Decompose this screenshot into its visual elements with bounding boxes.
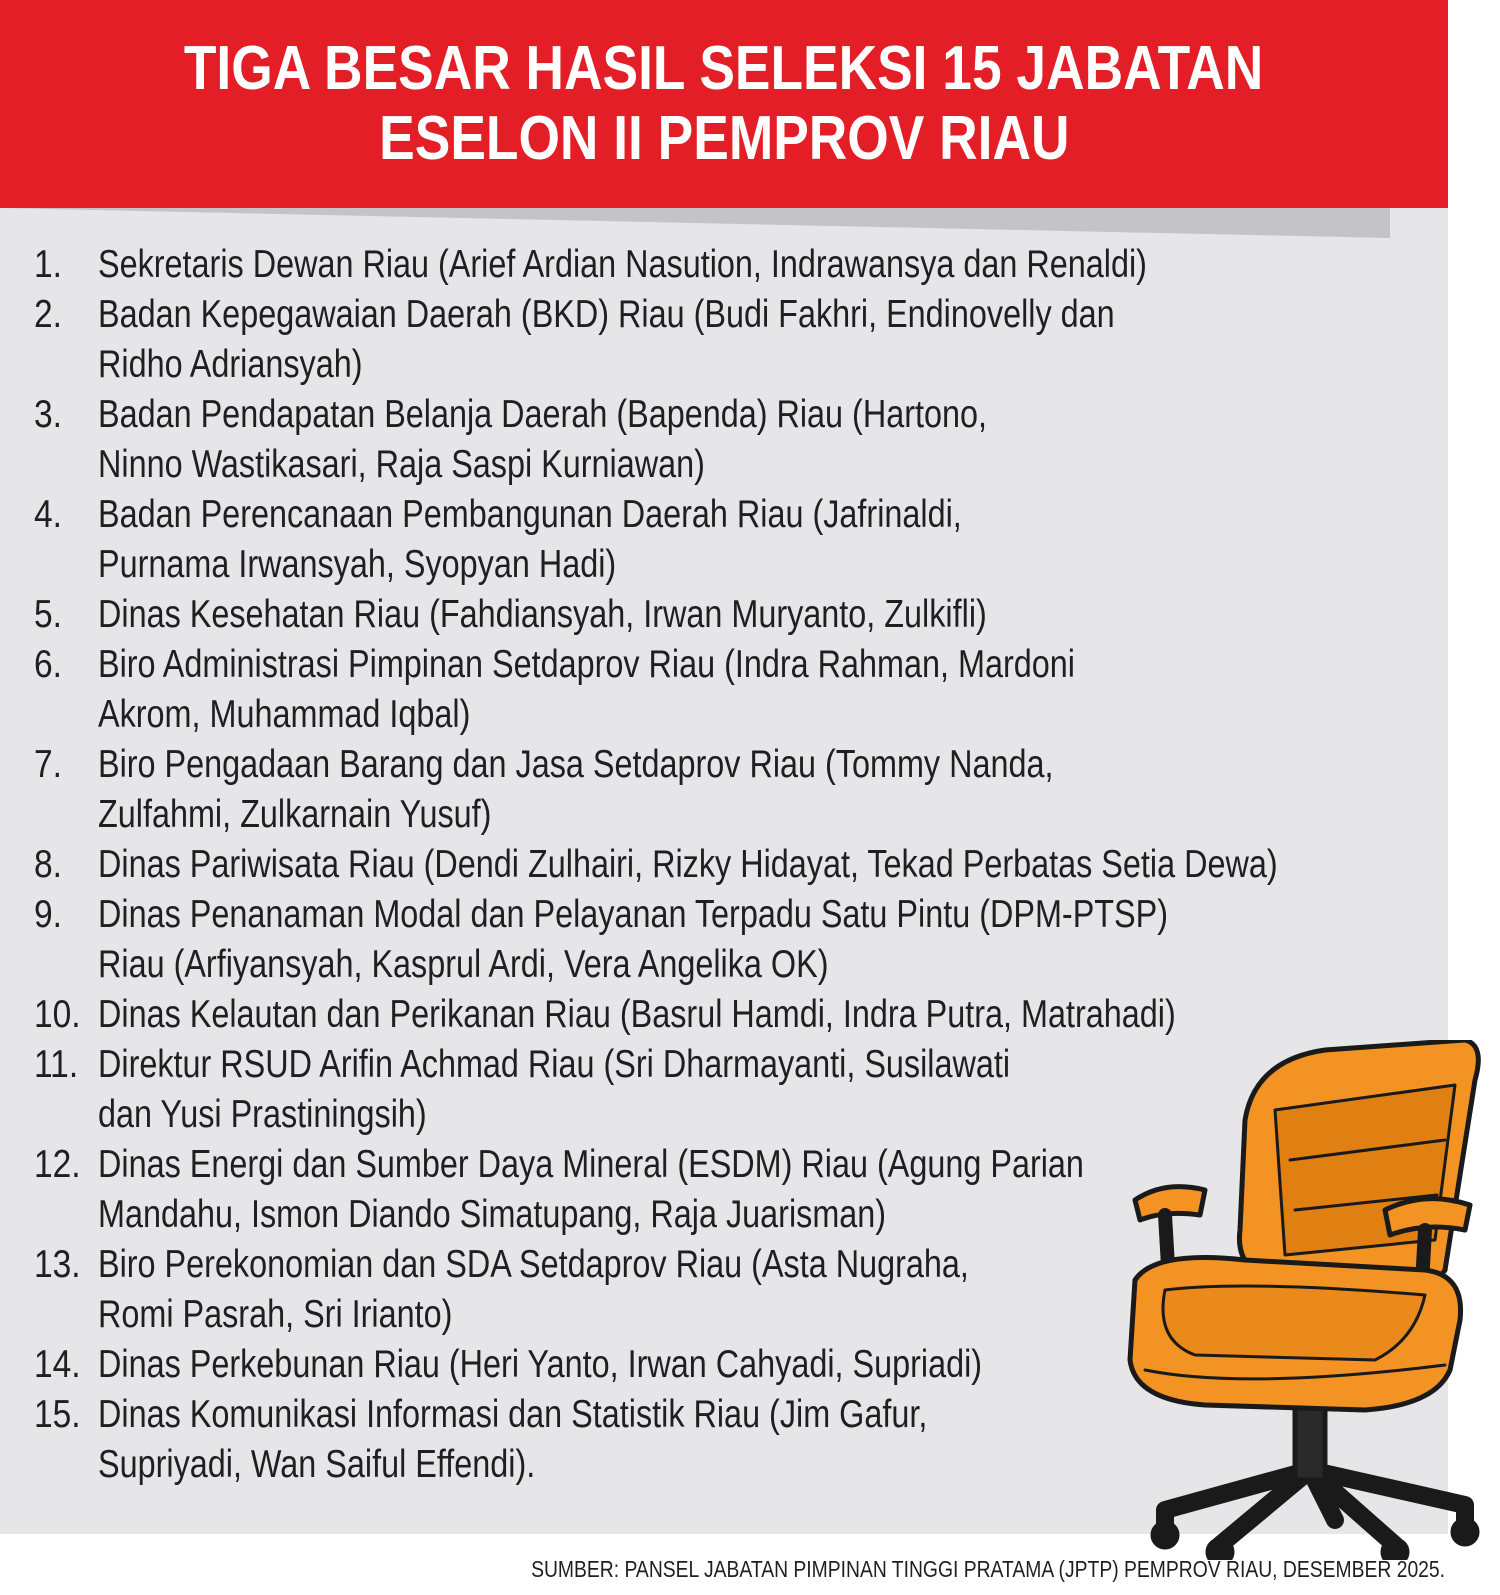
list-item-number: 9. bbox=[34, 893, 62, 936]
list-item-line: Dinas Kesehatan Riau (Fahdiansyah, Irwan Muryanto, Zulkifli) bbox=[98, 593, 987, 636]
list-item-line: Zulfahmi, Zulkarnain Yusuf) bbox=[98, 793, 492, 836]
list-item-line: Purnama Irwansyah, Syopyan Hadi) bbox=[98, 543, 617, 586]
list-item-line: Badan Pendapatan Belanja Daerah (Bapenda) Riau (Hartono, bbox=[98, 393, 987, 436]
title-banner bbox=[0, 0, 1448, 208]
list-item-number: 6. bbox=[34, 643, 62, 686]
list-item-number: 12. bbox=[34, 1143, 81, 1186]
title-line-1: TIGA BESAR HASIL SELEKSI 15 JABATAN bbox=[184, 34, 1264, 103]
source-credit: SUMBER: PANSEL JABATAN PIMPINAN TINGGI PRATAMA (JPTP) PEMPROV RIAU, DESEMBER 2025. bbox=[531, 1556, 1445, 1582]
list-item-line: Direktur RSUD Arifin Achmad Riau (Sri Dharmayanti, Susilawati bbox=[98, 1043, 1011, 1086]
office-chair-icon bbox=[1125, 1040, 1500, 1560]
list-item-number: 4. bbox=[34, 493, 62, 536]
list-item-number: 2. bbox=[34, 293, 62, 336]
list-item-line: Dinas Kelautan dan Perikanan Riau (Basrul Hamdi, Indra Putra, Matrahadi) bbox=[98, 993, 1176, 1036]
list-item-text bbox=[98, 590, 1401, 640]
list-item-text bbox=[98, 640, 1401, 740]
list-item-line: Sekretaris Dewan Riau (Arief Ardian Nasution, Indrawansya dan Renaldi) bbox=[98, 243, 1147, 286]
list-item-number: 11. bbox=[34, 1043, 79, 1086]
list-item-line: Ninno Wastikasari, Raja Saspi Kurniawan) bbox=[98, 443, 705, 486]
list-item bbox=[0, 290, 1430, 390]
list-item bbox=[0, 240, 1430, 290]
list-item-text bbox=[98, 290, 1401, 390]
list-item-number: 5. bbox=[34, 593, 62, 636]
banner-fold-shadow bbox=[0, 208, 1390, 238]
list-item-text bbox=[98, 840, 1401, 890]
list-item-text bbox=[98, 890, 1401, 990]
title-line-2: ESELON II PEMPROV RIAU bbox=[378, 104, 1070, 173]
list-item-line: Dinas Penanaman Modal dan Pelayanan Terpadu Satu Pintu (DPM-PTSP) bbox=[98, 893, 1169, 936]
list-item-text bbox=[98, 490, 1401, 590]
list-item bbox=[0, 490, 1430, 590]
list-item-number: 8. bbox=[34, 843, 62, 886]
list-item-number: 1. bbox=[34, 243, 62, 286]
list-item-line: Riau (Arfiyansyah, Kasprul Ardi, Vera Angelika OK) bbox=[98, 943, 829, 986]
list-item bbox=[0, 890, 1430, 990]
list-item-line: Mandahu, Ismon Diando Simatupang, Raja Juarisman) bbox=[98, 1193, 887, 1236]
list-item-number: 7. bbox=[34, 743, 62, 786]
list-item-line: Badan Kepegawaian Daerah (BKD) Riau (Budi Fakhri, Endinovelly dan bbox=[98, 293, 1115, 336]
list-item-number: 13. bbox=[34, 1243, 81, 1286]
list-item-number: 15. bbox=[34, 1393, 81, 1436]
list-item-line: Biro Pengadaan Barang dan Jasa Setdaprov Riau (Tommy Nanda, bbox=[98, 743, 1054, 786]
list-item-text bbox=[98, 740, 1401, 840]
list-item bbox=[0, 590, 1430, 640]
list-item-line: Supriyadi, Wan Saiful Effendi). bbox=[98, 1443, 536, 1486]
list-item bbox=[0, 990, 1430, 1040]
list-item-line: Dinas Komunikasi Informasi dan Statistik Riau (Jim Gafur, bbox=[98, 1393, 928, 1436]
list-item-number: 14. bbox=[34, 1343, 81, 1386]
list-item-text bbox=[98, 390, 1401, 490]
list-item-line: Badan Perencanaan Pembangunan Daerah Riau (Jafrinaldi, bbox=[98, 493, 962, 536]
list-item-text bbox=[98, 240, 1401, 290]
list-item-line: Biro Perekonomian dan SDA Setdaprov Riau (Asta Nugraha, bbox=[98, 1243, 969, 1286]
list-item-line: Dinas Pariwisata Riau (Dendi Zulhairi, Rizky Hidayat, Tekad Perbatas Setia Dewa) bbox=[98, 843, 1278, 886]
list-item bbox=[0, 840, 1430, 890]
list-item-line: Biro Administrasi Pimpinan Setdaprov Riau (Indra Rahman, Mardoni bbox=[98, 643, 1075, 686]
list-item-text bbox=[98, 990, 1401, 1040]
list-item bbox=[0, 640, 1430, 740]
list-item-line: dan Yusi Prastiningsih) bbox=[98, 1093, 427, 1136]
list-item bbox=[0, 390, 1430, 490]
list-item-line: Ridho Adriansyah) bbox=[98, 343, 363, 386]
list-item bbox=[0, 740, 1430, 840]
list-item-line: Dinas Energi dan Sumber Daya Mineral (ESDM) Riau (Agung Parian bbox=[98, 1143, 1084, 1186]
list-item-line: Akrom, Muhammad Iqbal) bbox=[98, 693, 471, 736]
list-item-line: Romi Pasrah, Sri Irianto) bbox=[98, 1293, 453, 1336]
list-item-number: 10. bbox=[34, 993, 81, 1036]
list-item-number: 3. bbox=[34, 393, 62, 436]
list-item-line: Dinas Perkebunan Riau (Heri Yanto, Irwan Cahyadi, Supriadi) bbox=[98, 1343, 983, 1386]
